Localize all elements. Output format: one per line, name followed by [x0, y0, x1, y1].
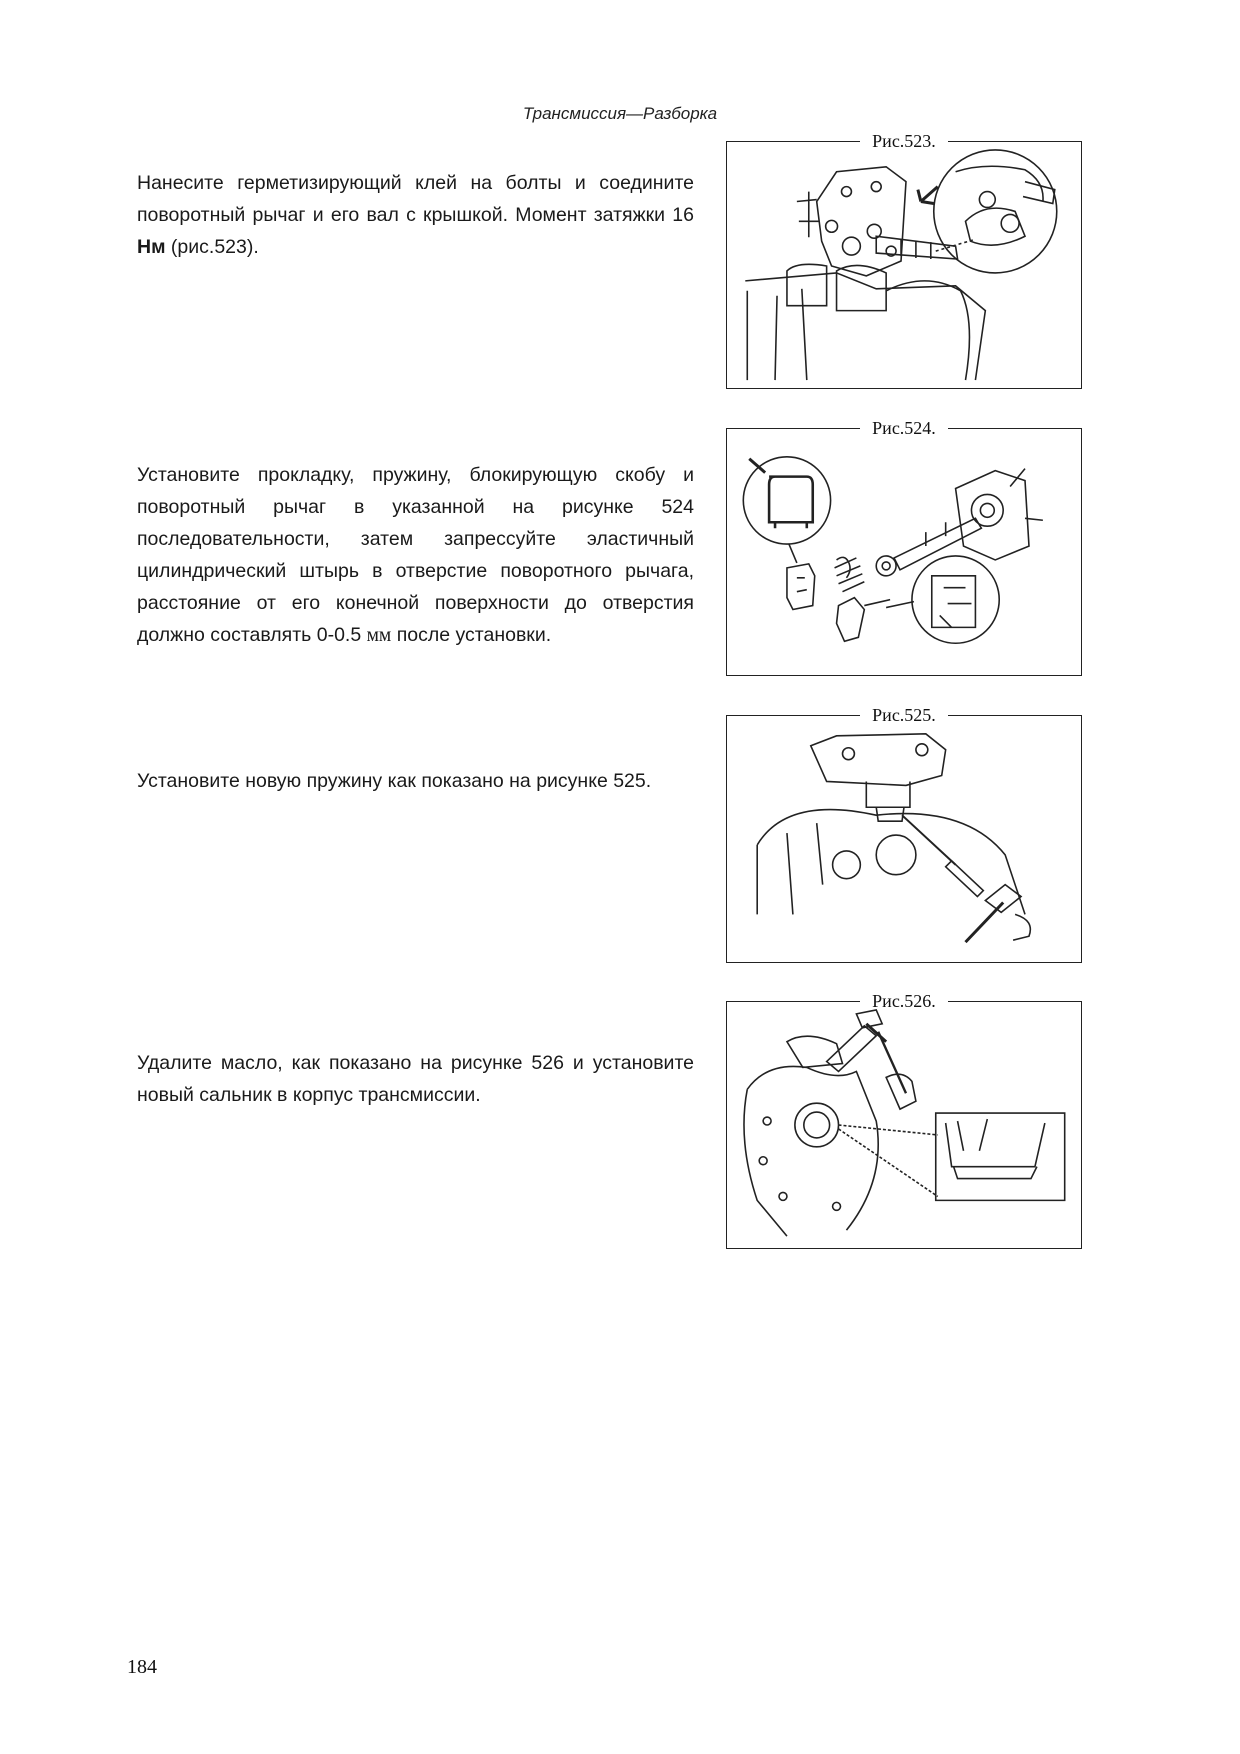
exploded-spring-bracket-illustration — [727, 429, 1081, 675]
torque-unit: Нм — [137, 236, 166, 258]
figure-524 — [726, 418, 1082, 676]
figure-526 — [726, 991, 1082, 1249]
step-4-text: Удалите масло, как показано на рисунке 526 и установите новый сальник в корпус трансмиссии. — [137, 1052, 694, 1106]
figure-526-caption: Рис.526. — [727, 989, 1081, 1013]
lever-shaft-cover-illustration — [727, 142, 1081, 388]
figure-524-caption: Рис.524. — [727, 416, 1081, 440]
page-header: Трансмиссия—Разборка — [522, 104, 718, 123]
spring-install-hammer-illustration — [727, 716, 1081, 962]
page-number: 184 — [127, 1656, 157, 1678]
figure-523 — [726, 131, 1082, 389]
figure-523-caption: Рис.523. — [727, 129, 1081, 153]
figure-525-caption: Рис.525. — [727, 703, 1081, 727]
figure-525 — [726, 705, 1082, 963]
step-3-text: Установите новую пружину как показано на рисунке 525. — [137, 770, 652, 792]
oil-seal-install-illustration — [727, 1002, 1081, 1248]
step-1-text: Нанесите герметизирующий клей на болты и соедините поворотный рычаг и его вал с крышкой. Момент затяжки 16 Нм (рис.523). — [137, 172, 694, 258]
distance-unit: мм — [366, 625, 392, 646]
step-2-text: Установите прокладку, пружину, блокирующую скобу и поворотный рычаг в указанной на рисунке 524 последовательности, затем запрессуйте эластичный цилиндрический штырь в отверстие поворотного рычага, расстояние от его конечной поверхности до отверстия должно составлять 0-0.5 мм после установки. — [137, 464, 694, 646]
